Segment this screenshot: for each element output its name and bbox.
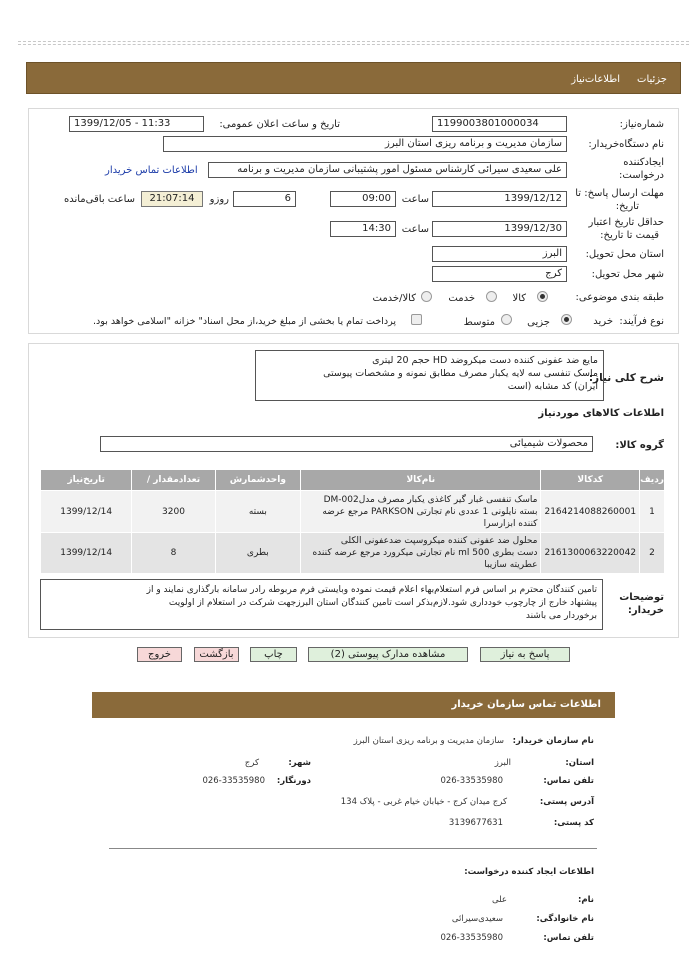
print-button[interactable]: چاپ xyxy=(250,647,297,662)
category-option-service: خدمت xyxy=(448,293,475,304)
remaining-label: ساعت باقی‌مانده xyxy=(63,194,135,205)
table-row xyxy=(41,491,665,533)
row-code: 2164214088260001 xyxy=(541,491,640,533)
row-name xyxy=(301,533,541,574)
category-radio-both[interactable] xyxy=(421,291,432,302)
creator-label: ایجادکننده xyxy=(623,157,664,168)
category-radio-service[interactable] xyxy=(486,291,497,302)
postal-value: 3139677631 xyxy=(448,818,503,828)
buyer-field: سازمان مدیریت و برنامه ریزی استان البرز xyxy=(163,136,567,152)
fax-value: 026-33535980 xyxy=(202,776,265,786)
address-label: آدرس پستی: xyxy=(539,797,594,807)
city-label: شهر محل تحویل: xyxy=(591,269,664,280)
exit-button[interactable]: خروج xyxy=(137,647,182,662)
top-divider-2 xyxy=(18,44,689,45)
creator-family-label: نام خانوادگی: xyxy=(536,914,594,924)
postal-label: کد پستی: xyxy=(553,818,594,828)
category-option-goods: کالا xyxy=(512,293,526,304)
table-row xyxy=(41,533,665,574)
deadline-time-field: 09:00 xyxy=(330,191,396,207)
summary-line-3: ایران) کد مشابه (است xyxy=(507,381,598,392)
row-unit: بطری xyxy=(215,533,301,574)
contact-city-value: کرج xyxy=(244,758,259,768)
buyer-contact-link[interactable]: اطلاعات تماس خریدار xyxy=(105,165,198,176)
countdown-timer: 21:07:14 xyxy=(141,191,203,207)
category-radio-goods[interactable] xyxy=(537,291,548,302)
creator-name-value: علی xyxy=(492,895,507,905)
notes-line-1: تامین کنندگان محترم بر اساس فرم استعلام‌بهاء اعلام قیمت نموده وبایستی فرم مربوطه رادر سامانه بارگذاری نمایند و از xyxy=(146,585,597,595)
validity-date-field: 1399/12/30 xyxy=(432,221,567,237)
contact-phone-label: تلفن تماس: xyxy=(543,776,594,786)
back-button[interactable]: بازگشت xyxy=(194,647,239,662)
org-label: نام سازمان خریدار: xyxy=(512,736,594,746)
details-link[interactable]: جزئیات xyxy=(637,74,667,85)
contact-divider xyxy=(109,848,597,849)
fax-label: دورنگار: xyxy=(276,776,311,786)
summary-label: شرح کلی نیاز: xyxy=(588,372,664,384)
goods-table-header xyxy=(41,470,665,491)
row-name-line-1: ماسک تنفسی غبار گیر کاغذی یکبار مصرف مدلDM-002 xyxy=(323,494,538,505)
days-field: 6 xyxy=(233,191,296,207)
need-number-field: 1199003801000034 xyxy=(432,116,567,132)
creator-label-2: درخواست: xyxy=(619,170,664,181)
row-qty: 8 xyxy=(132,533,215,574)
contact-city-label: شهر: xyxy=(288,758,311,768)
payment-note: پرداخت تمام یا بخشی از مبلغ خرید،از محل اسناد" خزانه "اسلامی خواهد بود. xyxy=(93,316,396,327)
validity-label-2: قیمت تا تاریخ: xyxy=(600,230,659,241)
col-date-header: تاریخ‌نیاز xyxy=(41,470,132,491)
goods-table xyxy=(40,469,665,574)
creator-family-value: سعیدی‌سیرائی xyxy=(451,914,503,924)
deadline-label: مهلت ارسال پاسخ: تا xyxy=(575,188,664,199)
category-label: طبقه بندی موضوعی: xyxy=(575,292,664,303)
col-index-header: ردیف xyxy=(640,470,665,491)
announce-label: تاریخ و ساعت اعلان عمومی: xyxy=(219,119,340,130)
creator-field: علی سعیدی سیرائی کارشناس مسئول امور پشتیبانی سازمان مدیریت و برنامه xyxy=(208,162,567,178)
attachments-button[interactable]: مشاهده مدارک پیوستی (2) xyxy=(308,647,468,662)
row-name xyxy=(301,491,541,533)
announce-field: 1399/12/05 - 11:33 xyxy=(69,116,204,132)
buyer-notes-label-2: خریدار: xyxy=(627,605,664,616)
row-name-line-1: محلول ضد عفونی کننده میکروسپت ضدعفونی الکلی xyxy=(340,536,538,546)
process-kind: خرید xyxy=(593,316,613,327)
reply-button[interactable]: پاسخ به نیاز xyxy=(480,647,570,662)
col-qty-header: تعدادمقدار / xyxy=(132,470,215,491)
validity-time-label: ساعت xyxy=(401,224,429,235)
notes-line-3: برخوردار می باشند xyxy=(525,611,597,621)
province-field: البرز xyxy=(432,246,567,262)
row-index: 2 xyxy=(640,533,665,574)
creator-phone-value: 026-33535980 xyxy=(440,933,503,943)
buyer-notes-box xyxy=(40,579,603,630)
creator-name-label: نام: xyxy=(577,895,594,905)
deadline-label-2: تاریخ: xyxy=(615,201,639,212)
need-info-link[interactable]: اطلاعات‌نیاز xyxy=(571,74,620,85)
row-name-line-3: کننده ابزارسرا xyxy=(483,518,538,529)
summary-line-2: ماسک تنفسی سه لایه یکبار مصرف مطابق نمونه و مشخصات پیوستی xyxy=(323,368,598,379)
row-name-line-2: دست بطری ml 500 نام تجارتی میکرورد مرجع عرضه کننده xyxy=(312,548,538,558)
row-qty: 3200 xyxy=(132,491,215,533)
col-name-header: نام‌کالا xyxy=(301,470,541,491)
days-label: روزو xyxy=(209,194,229,205)
contact-province-label: استان: xyxy=(565,758,594,768)
row-index: 1 xyxy=(640,491,665,533)
row-date: 1399/12/14 xyxy=(41,533,132,574)
contact-phone-value: 026-33535980 xyxy=(440,776,503,786)
treasury-checkbox[interactable] xyxy=(411,314,422,325)
summary-box xyxy=(255,350,604,401)
goods-group-label: گروه کالا: xyxy=(615,440,664,451)
top-divider xyxy=(18,41,689,42)
notes-line-2: پیشنهاد خارج از چارچوب خودداری شود.لازم‌بذکر است تامین کنندگان استان البرزجهت شرکت در استعلام از اولویت xyxy=(168,598,597,608)
page-header-bar xyxy=(26,62,681,94)
row-unit: بسته xyxy=(215,491,301,533)
process-label: نوع فرآیند: xyxy=(619,316,664,327)
validity-label: حداقل تاریخ اعتبار xyxy=(588,217,664,228)
buyer-notes-label: توضیحات xyxy=(619,592,664,603)
contact-header-bar xyxy=(92,692,615,718)
creator-phone-label: تلفن تماس: xyxy=(543,933,594,943)
row-name-line-3: عطریته سازیبا xyxy=(484,560,538,570)
contact-title: اطلاعات تماس سازمان خریدار xyxy=(451,699,601,710)
deadline-date-field: 1399/12/12 xyxy=(432,191,567,207)
col-unit-header: واحدشمارش xyxy=(215,470,301,491)
goods-info-title: اطلاعات کالاهای موردنیاز xyxy=(538,408,664,419)
process-radio-minor[interactable] xyxy=(561,314,572,325)
buyer-label: نام دستگاه‌خریدار: xyxy=(588,139,664,150)
need-number-label: شماره‌نیاز: xyxy=(619,119,664,130)
process-option-minor: جزیی xyxy=(527,317,550,328)
province-label: استان محل تحویل: xyxy=(585,249,664,260)
row-code: 2161300063220042 xyxy=(541,533,640,574)
address-value: کرج میدان‌ کرج - خیابان خیام غربی - پلاک 134 xyxy=(340,797,507,807)
process-option-medium: متوسط xyxy=(463,317,495,328)
deadline-time-label: ساعت xyxy=(401,194,429,205)
contact-province-value: البرز xyxy=(494,758,511,768)
summary-line-1: مایع ضد عفونی کننده دست میکروضد HD حجم 20 لیتری xyxy=(372,355,598,366)
category-option-both: کالا/خدمت xyxy=(372,293,416,304)
row-name-line-2: بسته نایلونی 1 عددی نام تجارتی PARKSON مرجع عرضه xyxy=(322,506,538,517)
col-code-header: کدکالا xyxy=(541,470,640,491)
creator-info-title: اطلاعات ایجاد کننده درخواست: xyxy=(464,867,594,877)
city-field: کرج xyxy=(432,266,567,282)
goods-group-field: محصولات شیمیائی xyxy=(100,436,593,452)
process-radio-medium[interactable] xyxy=(501,314,512,325)
validity-time-field: 14:30 xyxy=(330,221,396,237)
org-value: سازمان مدیریت و برنامه ریزی استان البرز xyxy=(353,736,504,746)
row-date: 1399/12/14 xyxy=(41,491,132,533)
